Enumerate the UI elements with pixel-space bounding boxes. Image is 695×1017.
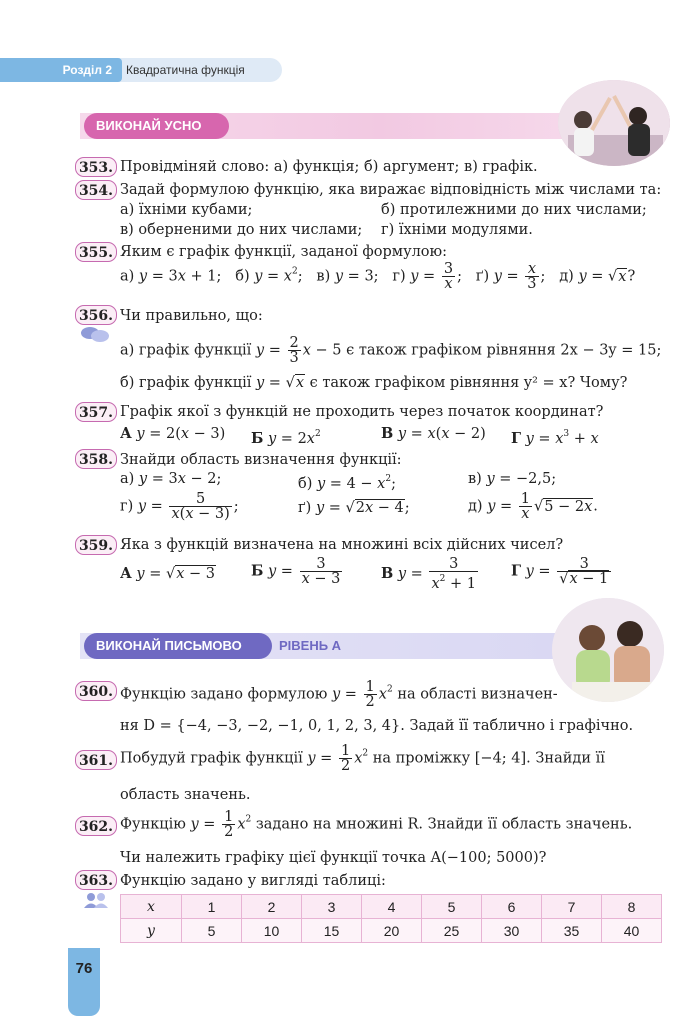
problem-357-d: Г $y = x^3 + x$ xyxy=(511,429,599,447)
problem-355-text: Яким є графік функції, заданої формулою: xyxy=(120,244,448,260)
problem-number: 362. xyxy=(75,816,117,836)
table-cell: 7 xyxy=(542,895,602,919)
photo-students-illustration xyxy=(552,598,664,702)
written-section-label: ВИКОНАЙ ПИСЬМОВО xyxy=(84,633,272,659)
section-label: Розділ 2 xyxy=(62,63,112,77)
table-cell: 4 xyxy=(362,895,422,919)
problem-356-a-post: є також графіком рівняння 2x − 3y = 15; xyxy=(346,342,662,359)
table-cell: 5 xyxy=(182,919,242,943)
problem-360-line2: ня D = {−4, −3, −2, −1, 0, 1, 2, 3, 4}. Задай її таблично і графічно. xyxy=(120,718,634,734)
problem-360-text1: Функцію задано формулою xyxy=(120,686,328,703)
problem-358-text: Знайди область визначення функції: xyxy=(120,452,402,468)
chapter-header xyxy=(0,58,282,82)
table-cell: 1 xyxy=(182,895,242,919)
table-cell: 35 xyxy=(542,919,602,943)
table-cell: 10 xyxy=(242,919,302,943)
problem-356-text: Чи правильно, що: xyxy=(120,308,263,324)
section-tab xyxy=(0,58,122,82)
problem-361-line2: область значень. xyxy=(120,787,251,803)
problem-361-text1: Побудуй графік функції xyxy=(120,750,303,767)
pair-work-icon xyxy=(82,891,110,909)
problem-359-a: А y = √x − 3 xyxy=(120,565,216,582)
problem-354-c: в) оберненими до них числами; xyxy=(120,222,363,238)
problem-number: 361. xyxy=(75,750,117,770)
problem-361-line1: Побудуй графік функції y = $\frac{1}{2}$ $x^2$ на проміжку [−4; 4]. Знайди її xyxy=(120,743,605,774)
table-cell: 40 xyxy=(602,919,662,943)
problem-number: 355. xyxy=(75,242,117,262)
oral-section-label: ВИКОНАЙ УСНО xyxy=(84,113,229,139)
table-header-y: y xyxy=(121,919,182,943)
problem-358-a: а) y = 3x − 2; xyxy=(120,471,222,487)
table-row-y xyxy=(121,919,662,943)
function-value-table xyxy=(120,894,662,943)
problem-355-formulas: а) y = 3x + 1; б) $y = x^2$; в) y = 3; г) y = $\frac{3}{x}$ ; ґ) y = $\frac{x}{3}$ ; д) y = √x? xyxy=(120,261,636,292)
problem-359-text: Яка з функцій визначена на множині всіх дійсних чисел? xyxy=(120,537,564,553)
photo-high-five-illustration xyxy=(558,80,670,166)
problem-353-text: Провідміняй слово: а) функція; б) аргумент; в) графік. xyxy=(120,159,538,175)
problem-number: 357. xyxy=(75,402,117,422)
problem-357-text: Графік якої з функцій не проходить через початок координат? xyxy=(120,404,604,420)
problem-362-line2: Чи належить графіку цієї функції точка A(−100; 5000)? xyxy=(120,850,547,866)
problem-356-b: б) графік функції y = √x є також графіком рівняння y² = x? Чому? xyxy=(120,375,628,391)
problem-362-text1: Функцію xyxy=(120,816,186,833)
problem-number: 359. xyxy=(75,535,117,555)
problem-360-text2: на області визначен- xyxy=(397,686,558,703)
table-cell: 8 xyxy=(602,895,662,919)
problem-362-text2: задано на множині R. Знайди її область значень. xyxy=(255,816,633,833)
problem-358-f: д) y = $\frac{1}{x}$ √5 − 2x. xyxy=(468,491,598,522)
photo-high-five xyxy=(558,80,670,166)
problem-358-e: ґ) y = √2x − 4; xyxy=(298,500,410,516)
table-row-x xyxy=(121,895,662,919)
table-cell: 15 xyxy=(302,919,362,943)
problem-359-b: Б y = $\frac{3}{x - 3}$ xyxy=(251,556,341,587)
problem-number: 354. xyxy=(75,180,117,200)
chapter-title: Квадратична функція xyxy=(126,63,245,77)
chapter-title-tab xyxy=(118,58,282,82)
photo-students xyxy=(552,598,664,702)
table-cell: 3 xyxy=(302,895,362,919)
problem-361-text2: на проміжку [−4; 4]. Знайди її xyxy=(372,750,605,767)
table-cell: 2 xyxy=(242,895,302,919)
table-cell: 30 xyxy=(482,919,542,943)
problem-360-line1: Функцію задано формулою y = $\frac{1}{2}$ $x^2$ на області визначен- xyxy=(120,679,558,710)
table-cell: 25 xyxy=(422,919,482,943)
problem-356-a: а) графік функції y = $\frac{2}{3}$ x − 5 є також графіком рівняння 2x − 3y = 15; xyxy=(120,335,662,366)
page-number-tab xyxy=(68,948,100,1016)
table-cell: 6 xyxy=(482,895,542,919)
problem-number: 356. xyxy=(75,305,117,325)
problem-number: 360. xyxy=(75,681,117,701)
problem-358-b: б) $y = 4 - x^2$; xyxy=(298,474,396,492)
table-cell: 5 xyxy=(422,895,482,919)
problem-357-b: Б $y = 2x^2$ xyxy=(251,429,321,447)
problem-number: 363. xyxy=(75,870,117,890)
page-number: 76 xyxy=(75,960,93,977)
problem-number: 358. xyxy=(75,449,117,469)
problem-356-a-pre: а) графік функції xyxy=(120,342,252,359)
problem-357-c: В y = x(x − 2) xyxy=(381,425,486,442)
problem-359-c: В y = $\frac{3}{x^2 + 1}$ xyxy=(381,556,476,592)
table-cell: 20 xyxy=(362,919,422,943)
problem-354-a: а) їхніми кубами; xyxy=(120,202,253,218)
discussion-bubble-icon xyxy=(80,326,110,344)
problem-359-d: Г y = $\frac{3}{√x - 1}$ xyxy=(511,557,613,586)
table-header-x: x xyxy=(121,895,182,919)
problem-357-a: А y = 2(x − 3) xyxy=(120,425,226,442)
problem-354-d: г) їхніми модулями. xyxy=(381,222,533,238)
problem-354-b: б) протилежними до них числами; xyxy=(381,202,647,218)
problem-354-text: Задай формулою функцію, яка виражає відповідність між числами та: xyxy=(120,182,662,198)
problem-363-text: Функцію задано у вигляді таблиці: xyxy=(120,873,386,889)
problem-356-b-pre: б) графік функції xyxy=(120,375,252,391)
written-level-label: РІВЕНЬ А xyxy=(279,638,342,653)
problem-362-line1: Функцію y = $\frac{1}{2}$ $x^2$ задано на множині R. Знайди її область значень. xyxy=(120,809,633,840)
problem-356-b-post: є також графіком рівняння y² = x? Чому? xyxy=(309,375,628,391)
problem-number: 353. xyxy=(75,157,117,177)
problem-358-c: в) y = −2,5; xyxy=(468,471,557,487)
problem-358-d: г) y = $\frac{5}{x(x - 3)}$ ; xyxy=(120,491,239,522)
